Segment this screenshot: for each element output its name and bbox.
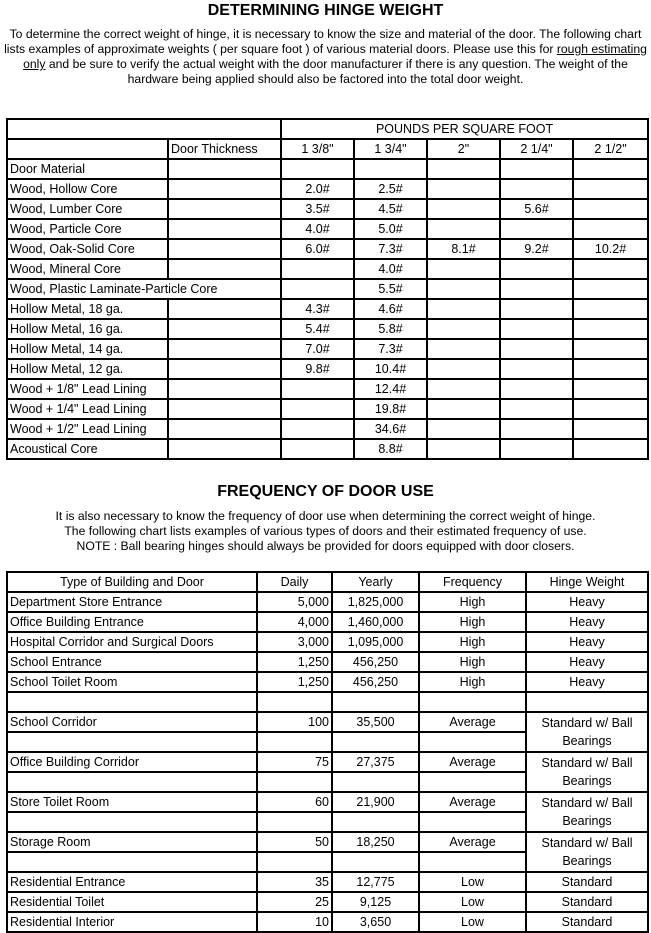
material-name: Wood, Mineral Core xyxy=(7,259,168,279)
empty-cell xyxy=(573,159,648,179)
weight-value xyxy=(427,299,500,319)
door-material-label: Door Material xyxy=(7,159,168,179)
weight-value xyxy=(573,419,648,439)
weight-value xyxy=(500,419,573,439)
weight-value xyxy=(281,399,354,419)
weight-value xyxy=(427,319,500,339)
table-row xyxy=(7,752,648,772)
hinge-weight: Heavy xyxy=(526,592,648,612)
material-name: Wood + 1/4" Lead Lining xyxy=(7,399,168,419)
weight-value: 10.2# xyxy=(573,239,648,259)
weight-value: 4.5# xyxy=(354,199,427,219)
table-row xyxy=(7,832,648,852)
weight-value: 2.0# xyxy=(281,179,354,199)
yearly-uses: 456,250 xyxy=(332,652,419,672)
empty-cell xyxy=(168,299,281,319)
thickness-header: 2 1/2" xyxy=(573,139,648,159)
empty-cell xyxy=(257,772,332,792)
weight-value: 9.8# xyxy=(281,359,354,379)
material-name: Wood, Oak-Solid Core xyxy=(7,239,168,259)
material-name: Hollow Metal, 12 ga. xyxy=(7,359,168,379)
weight-value: 9.2# xyxy=(500,239,573,259)
column-header: Frequency xyxy=(419,572,526,592)
material-row xyxy=(7,339,648,359)
table-row xyxy=(7,672,648,692)
weight-value xyxy=(281,279,354,299)
empty-cell xyxy=(419,692,526,712)
yearly-uses: 12,775 xyxy=(332,872,419,892)
frequency-rows xyxy=(7,592,648,932)
material-row xyxy=(7,419,648,439)
weight-value xyxy=(427,439,500,459)
empty-cell xyxy=(257,732,332,752)
weight-value: 5.4# xyxy=(281,319,354,339)
yearly-uses: 456,250 xyxy=(332,672,419,692)
yearly-uses: 35,500 xyxy=(332,712,419,732)
hinge-weight: Standard xyxy=(526,912,648,932)
frequency-level: High xyxy=(419,652,526,672)
hinge-weight: Standard xyxy=(526,872,648,892)
thickness-row xyxy=(7,139,648,159)
frequency-header-row xyxy=(7,572,648,592)
weight-value xyxy=(573,279,648,299)
door-thickness-label: Door Thickness xyxy=(168,139,281,159)
table-row xyxy=(7,632,648,652)
building-door-type: Residential Entrance xyxy=(7,872,257,892)
empty-cell xyxy=(168,419,281,439)
daily-uses: 10 xyxy=(257,912,332,932)
yearly-uses: 1,825,000 xyxy=(332,592,419,612)
yearly-uses: 1,095,000 xyxy=(332,632,419,652)
daily-uses: 3,000 xyxy=(257,632,332,652)
yearly-uses: 27,375 xyxy=(332,752,419,772)
thickness-header: 2" xyxy=(427,139,500,159)
material-row xyxy=(7,179,648,199)
thickness-header: 2 1/4" xyxy=(500,139,573,159)
building-door-type: School Toilet Room xyxy=(7,672,257,692)
empty-cell xyxy=(354,159,427,179)
empty-cell xyxy=(257,812,332,832)
empty-cell xyxy=(526,692,648,712)
weight-value: 6.0# xyxy=(281,239,354,259)
weight-value: 5.5# xyxy=(354,279,427,299)
weight-value xyxy=(573,339,648,359)
material-name: Wood, Lumber Core xyxy=(7,199,168,219)
hinge-weight: Heavy xyxy=(526,612,648,632)
weight-value xyxy=(427,419,500,439)
weight-value xyxy=(573,259,648,279)
frequency-level: High xyxy=(419,672,526,692)
hinge-weight: Standard w/ Ball Bearings xyxy=(526,712,648,752)
material-row xyxy=(7,299,648,319)
weight-value xyxy=(573,179,648,199)
column-header: Yearly xyxy=(332,572,419,592)
empty-cell xyxy=(500,159,573,179)
daily-uses: 100 xyxy=(257,712,332,732)
material-name: Hollow Metal, 16 ga. xyxy=(7,319,168,339)
weight-value: 10.4# xyxy=(354,359,427,379)
intro-note: NOTE : Ball bearing hinges should always be provided for doors equipped with door closers. xyxy=(76,539,575,553)
frequency-intro xyxy=(4,509,647,554)
building-door-type: School Entrance xyxy=(7,652,257,672)
weight-value: 34.6# xyxy=(354,419,427,439)
material-row xyxy=(7,319,648,339)
weight-value xyxy=(427,379,500,399)
weight-value xyxy=(427,199,500,219)
frequency-level: High xyxy=(419,592,526,612)
weight-value: 4.3# xyxy=(281,299,354,319)
weight-value xyxy=(500,259,573,279)
table-row xyxy=(7,652,648,672)
empty-cell xyxy=(419,812,526,832)
hinge-weight-title: DETERMINING HINGE WEIGHT xyxy=(207,2,444,19)
weight-value xyxy=(500,439,573,459)
empty-cell xyxy=(257,692,332,712)
weight-value xyxy=(573,359,648,379)
intro-line: It is also necessary to know the frequency of door use when determining the correct weight of hinge. xyxy=(55,509,596,523)
material-name: Hollow Metal, 14 ga. xyxy=(7,339,168,359)
empty-cell xyxy=(332,772,419,792)
weight-value xyxy=(500,219,573,239)
yearly-uses: 1,460,000 xyxy=(332,612,419,632)
frequency-level: Average xyxy=(419,792,526,812)
table-row xyxy=(7,872,648,892)
weight-value: 7.3# xyxy=(354,339,427,359)
hinge-weight-rows xyxy=(7,179,648,459)
yearly-uses: 9,125 xyxy=(332,892,419,912)
table-row xyxy=(7,612,648,632)
daily-uses: 25 xyxy=(257,892,332,912)
material-row xyxy=(7,399,648,419)
empty-cell xyxy=(168,339,281,359)
frequency-level: High xyxy=(419,632,526,652)
material-name: Wood + 1/2" Lead Lining xyxy=(7,419,168,439)
intro-line: The following chart lists examples of various types of doors and their estimated frequency of use. xyxy=(64,524,587,538)
daily-uses: 75 xyxy=(257,752,332,772)
table-header-row xyxy=(7,119,648,139)
table-row xyxy=(7,912,648,932)
hinge-weight: Standard w/ Ball Bearings xyxy=(526,792,648,832)
table-row xyxy=(7,592,648,612)
material-name: Wood + 1/8" Lead Lining xyxy=(7,379,168,399)
daily-uses: 1,250 xyxy=(257,652,332,672)
column-header: Daily xyxy=(257,572,332,592)
building-door-type: Hospital Corridor and Surgical Doors xyxy=(7,632,257,652)
weight-value: 5.0# xyxy=(354,219,427,239)
weight-value: 7.3# xyxy=(354,239,427,259)
empty-cell xyxy=(332,852,419,872)
weight-value xyxy=(281,259,354,279)
weight-value xyxy=(500,319,573,339)
hinge-weight: Standard w/ Ball Bearings xyxy=(526,752,648,792)
daily-uses: 60 xyxy=(257,792,332,812)
hinge-weight: Standard xyxy=(526,892,648,912)
frequency-level: High xyxy=(419,612,526,632)
weight-value xyxy=(573,399,648,419)
material-row xyxy=(7,279,648,299)
frequency-level: Average xyxy=(419,712,526,732)
weight-value xyxy=(500,379,573,399)
material-name: Wood, Particle Core xyxy=(7,219,168,239)
weight-value: 4.0# xyxy=(281,219,354,239)
empty-cell xyxy=(168,239,281,259)
empty-cell xyxy=(168,399,281,419)
empty-cell xyxy=(168,439,281,459)
empty-cell xyxy=(7,732,257,752)
empty-cell xyxy=(168,379,281,399)
weight-value xyxy=(500,299,573,319)
weight-value: 4.0# xyxy=(354,259,427,279)
pounds-per-square-foot-header: POUNDS PER SQUARE FOOT xyxy=(281,119,648,139)
material-row xyxy=(7,219,648,239)
weight-value xyxy=(427,259,500,279)
weight-value xyxy=(500,359,573,379)
building-door-type: Residential Toilet xyxy=(7,892,257,912)
daily-uses: 1,250 xyxy=(257,672,332,692)
empty-cell xyxy=(7,139,168,159)
material-name: Wood, Hollow Core xyxy=(7,179,168,199)
door-frequency-table xyxy=(6,571,649,933)
table-row xyxy=(7,792,648,812)
frequency-level: Average xyxy=(419,832,526,852)
frequency-title: FREQUENCY OF DOOR USE xyxy=(217,483,434,500)
weight-value xyxy=(427,339,500,359)
hinge-weight: Heavy xyxy=(526,652,648,672)
weight-value xyxy=(281,379,354,399)
empty-cell xyxy=(7,812,257,832)
empty-cell xyxy=(7,692,257,712)
building-door-type: Office Building Entrance xyxy=(7,612,257,632)
weight-value xyxy=(573,199,648,219)
empty-cell xyxy=(168,219,281,239)
empty-cell xyxy=(7,852,257,872)
material-row xyxy=(7,379,648,399)
weight-value: 4.6# xyxy=(354,299,427,319)
empty-cell xyxy=(281,159,354,179)
material-row xyxy=(7,199,648,219)
material-name: Hollow Metal, 18 ga. xyxy=(7,299,168,319)
weight-value xyxy=(573,319,648,339)
frequency-level: Average xyxy=(419,752,526,772)
empty-cell xyxy=(419,732,526,752)
daily-uses: 50 xyxy=(257,832,332,852)
rough-estimating-note: rough estimating only xyxy=(23,42,647,71)
building-door-type: Office Building Corridor xyxy=(7,752,257,772)
material-row xyxy=(7,359,648,379)
weight-value xyxy=(281,419,354,439)
empty-cell xyxy=(419,852,526,872)
weight-value xyxy=(573,299,648,319)
empty-cell xyxy=(332,732,419,752)
weight-value xyxy=(427,179,500,199)
column-header: Type of Building and Door xyxy=(7,572,257,592)
material-name: Wood, Plastic Laminate-Particle Core xyxy=(7,279,281,299)
building-door-type: Residential Interior xyxy=(7,912,257,932)
weight-value xyxy=(281,439,354,459)
table-row xyxy=(7,892,648,912)
weight-value xyxy=(427,219,500,239)
weight-value xyxy=(573,439,648,459)
weight-value: 8.1# xyxy=(427,239,500,259)
hinge-weight: Heavy xyxy=(526,672,648,692)
weight-value: 3.5# xyxy=(281,199,354,219)
weight-value: 5.8# xyxy=(354,319,427,339)
building-door-type: Storage Room xyxy=(7,832,257,852)
yearly-uses: 3,650 xyxy=(332,912,419,932)
building-door-type: School Corridor xyxy=(7,712,257,732)
door-material-row xyxy=(7,159,648,179)
daily-uses: 5,000 xyxy=(257,592,332,612)
daily-uses: 35 xyxy=(257,872,332,892)
yearly-uses: 18,250 xyxy=(332,832,419,852)
thickness-header: 1 3/8" xyxy=(281,139,354,159)
weight-value xyxy=(500,179,573,199)
hinge-weight: Heavy xyxy=(526,632,648,652)
weight-value: 8.8# xyxy=(354,439,427,459)
spacer-row xyxy=(7,692,648,712)
empty-cell xyxy=(168,319,281,339)
empty-cell xyxy=(332,812,419,832)
column-header: Hinge Weight xyxy=(526,572,648,592)
frequency-level: Low xyxy=(419,892,526,912)
empty-cell xyxy=(168,179,281,199)
frequency-level: Low xyxy=(419,872,526,892)
empty-cell xyxy=(257,852,332,872)
intro-text-2: and be sure to verify the actual weight with the door manufacturer if there is any question. The weight of the hardware being applied should also be factored into the total door weight. xyxy=(45,57,628,86)
empty-cell xyxy=(168,259,281,279)
empty-cell xyxy=(427,159,500,179)
weight-value: 19.8# xyxy=(354,399,427,419)
weight-value xyxy=(573,219,648,239)
weight-value: 2.5# xyxy=(354,179,427,199)
thickness-header: 1 3/4" xyxy=(354,139,427,159)
weight-value: 12.4# xyxy=(354,379,427,399)
hinge-weight-table xyxy=(6,118,649,460)
daily-uses: 4,000 xyxy=(257,612,332,632)
material-name: Acoustical Core xyxy=(7,439,168,459)
empty-cell xyxy=(419,772,526,792)
material-row xyxy=(7,439,648,459)
weight-value xyxy=(500,339,573,359)
weight-value: 5.6# xyxy=(500,199,573,219)
frequency-level: Low xyxy=(419,912,526,932)
table-row xyxy=(7,712,648,732)
header-empty-cell xyxy=(7,119,281,139)
weight-value: 7.0# xyxy=(281,339,354,359)
yearly-uses: 21,900 xyxy=(332,792,419,812)
hinge-weight-intro xyxy=(4,27,647,87)
intro-text-1: To determine the correct weight of hinge, it is necessary to know the size and material of the door. The following chart lists examples of approximate weights ( per square foot ) of various material doors. Please use this for xyxy=(4,27,642,56)
hinge-weight: Standard w/ Ball Bearings xyxy=(526,832,648,872)
empty-cell xyxy=(168,359,281,379)
empty-cell xyxy=(332,692,419,712)
building-door-type: Department Store Entrance xyxy=(7,592,257,612)
weight-value xyxy=(427,399,500,419)
weight-value xyxy=(500,279,573,299)
empty-cell xyxy=(168,159,281,179)
weight-value xyxy=(427,359,500,379)
material-row xyxy=(7,259,648,279)
material-row xyxy=(7,239,648,259)
weight-value xyxy=(427,279,500,299)
building-door-type: Store Toilet Room xyxy=(7,792,257,812)
weight-value xyxy=(500,399,573,419)
empty-cell xyxy=(168,199,281,219)
weight-value xyxy=(573,379,648,399)
empty-cell xyxy=(7,772,257,792)
